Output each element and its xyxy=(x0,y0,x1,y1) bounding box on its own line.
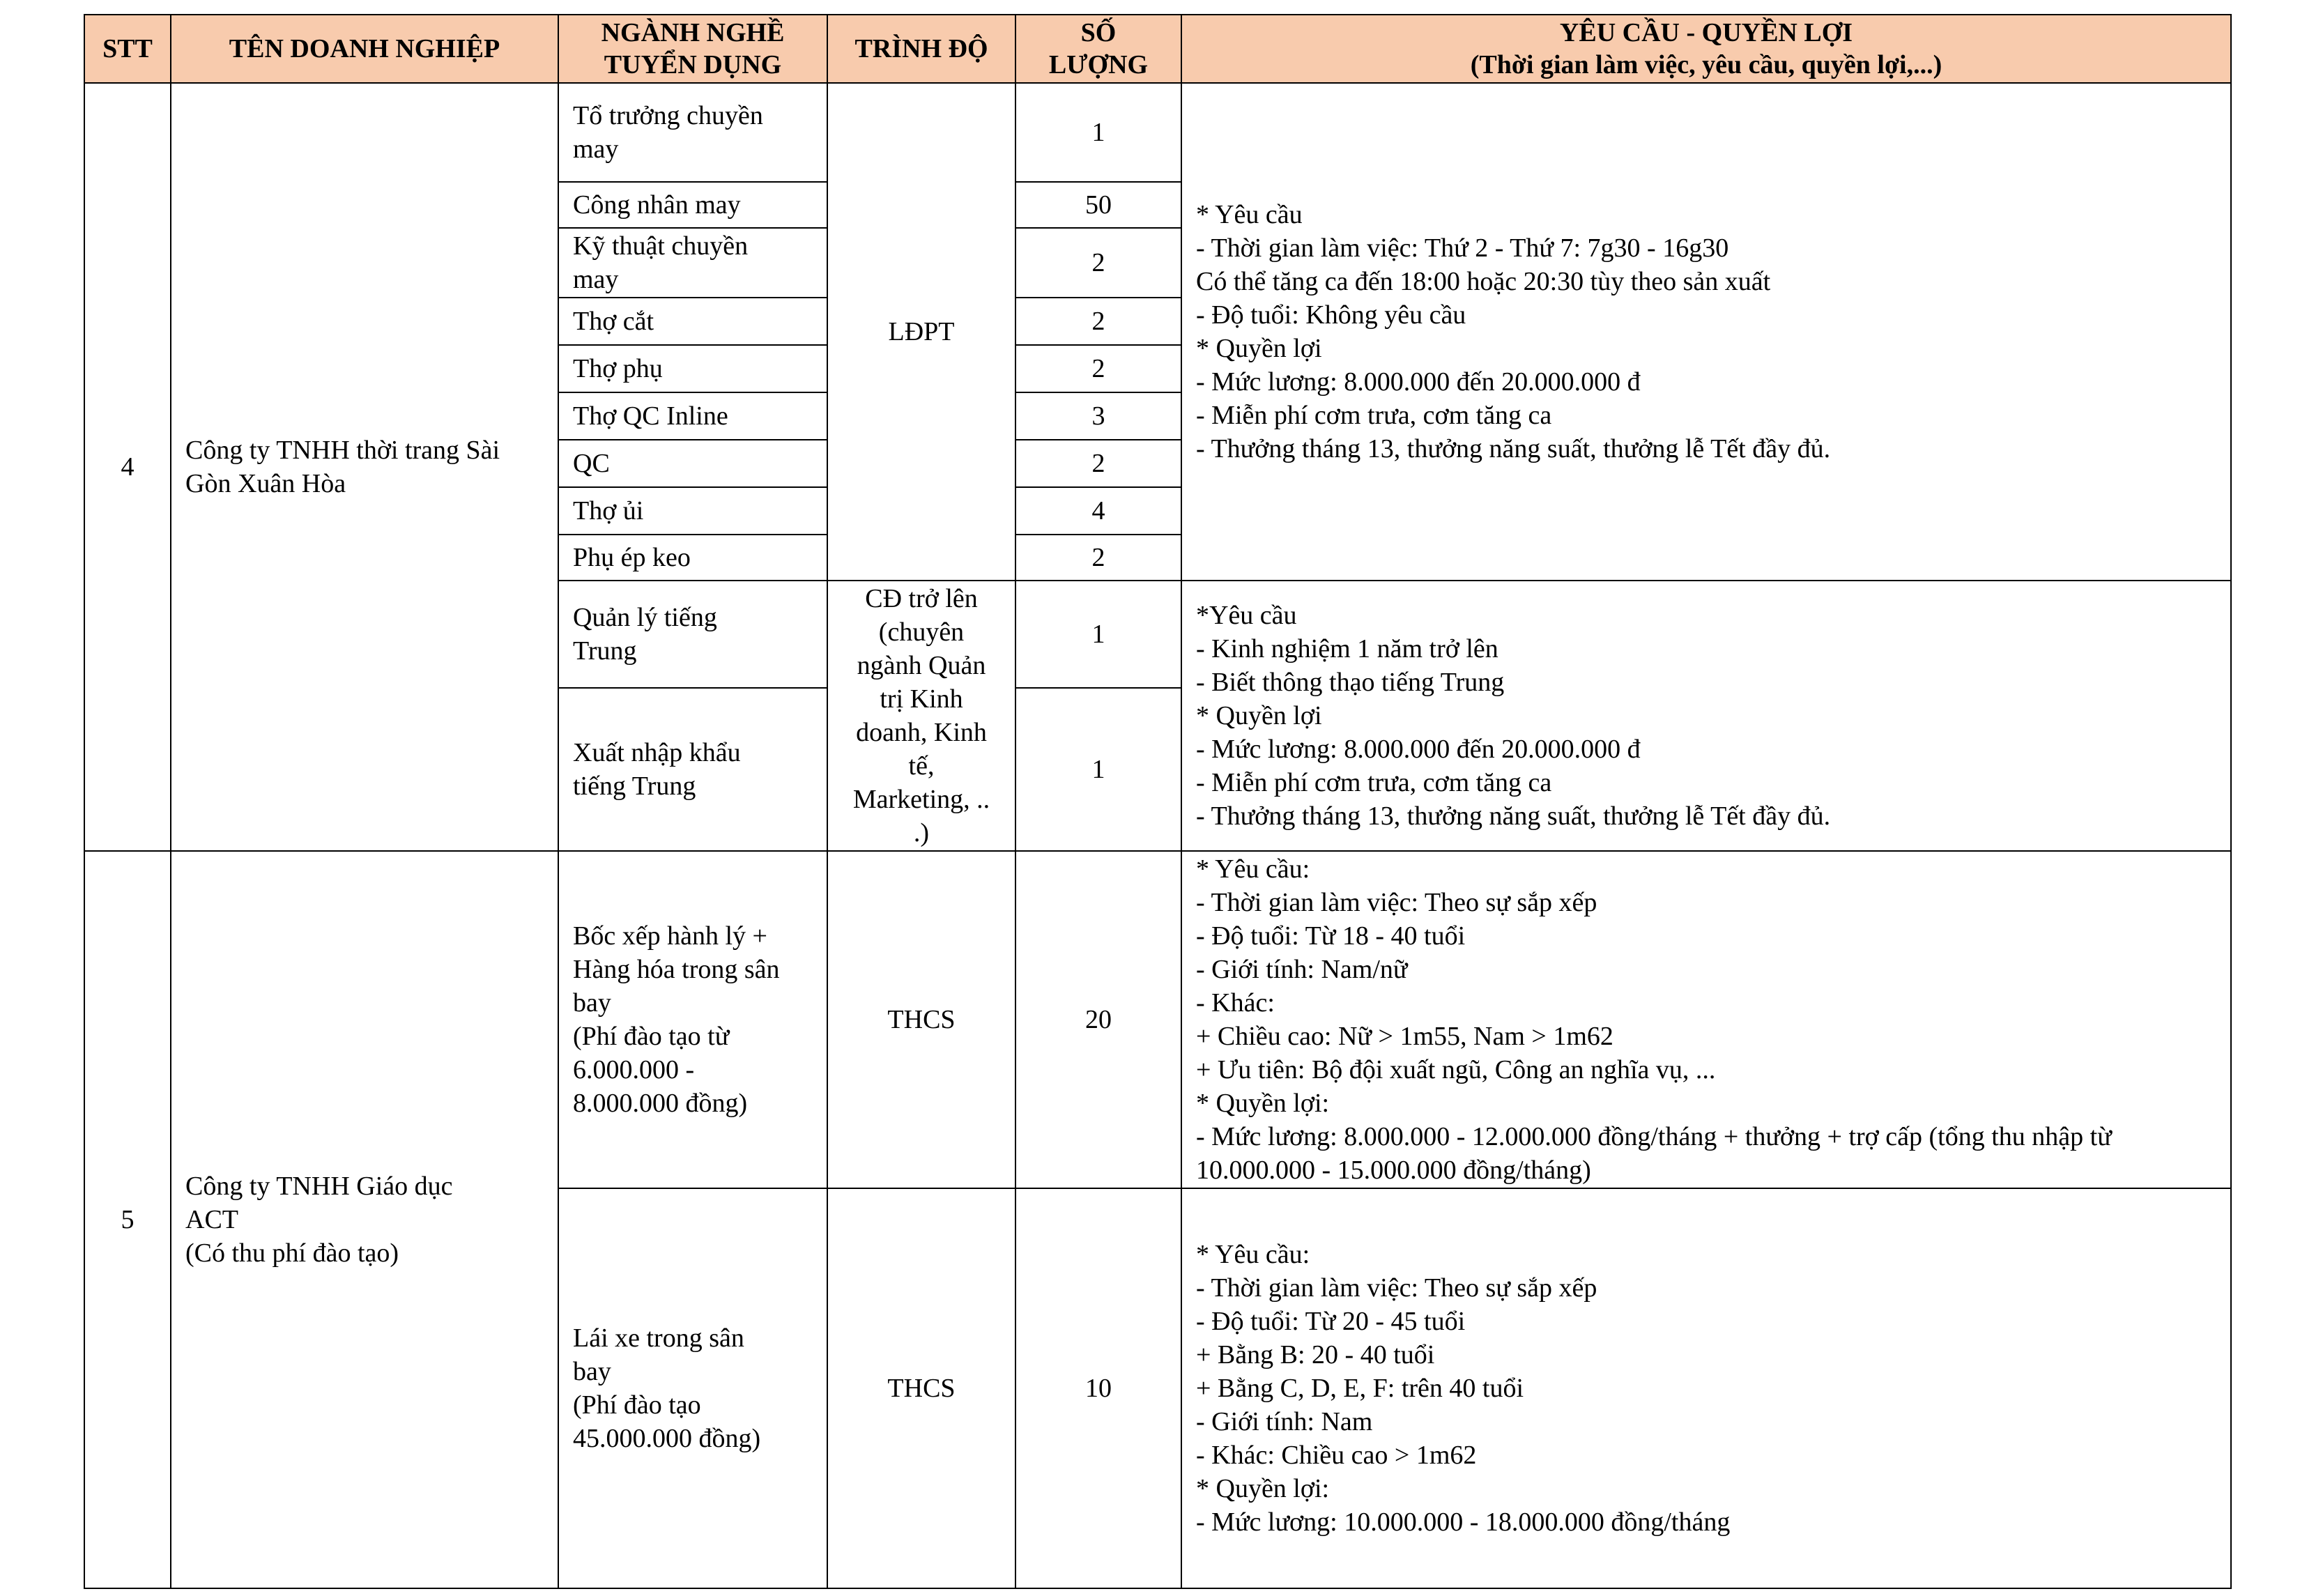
quantity-cell: 50 xyxy=(1015,182,1181,228)
recruitment-table xyxy=(84,14,2232,1589)
header-quantity: SỐ LƯỢNG xyxy=(1015,15,1181,83)
quantity-cell: 2 xyxy=(1015,345,1181,392)
quantity-cell: 1 xyxy=(1015,581,1181,688)
job-title: Kỹ thuật chuyền may xyxy=(558,228,827,298)
quantity-cell: 2 xyxy=(1015,228,1181,298)
requirements-cell: * Yêu cầu: - Thời gian làm việc: Theo sự sắp xếp - Độ tuổi: Từ 18 - 40 tuổi - Giới tính: Nam/nữ - Khác: + Chiều cao: Nữ > 1m55, Nam > 1m62 + Ưu tiên: Bộ đội xuất ngũ, Công an nghĩa vụ, ... * Quyền lợi: - Mức lương: 8.000.000 - 12.000.000 đồng/tháng + thưởng + trợ cấp (tổng thu nhập từ 10.000.000 - 15.000.000 đồng/tháng) xyxy=(1181,851,2231,1188)
company-name: Công ty TNHH Giáo dục ACT (Có thu phí đào tạo) xyxy=(171,851,558,1588)
header-company: TÊN DOANH NGHIỆP xyxy=(171,15,558,83)
quantity-cell: 4 xyxy=(1015,487,1181,535)
stt-cell: 5 xyxy=(84,851,171,1588)
quantity-cell: 3 xyxy=(1015,392,1181,440)
quantity-cell: 2 xyxy=(1015,298,1181,345)
job-title: Bốc xếp hành lý + Hàng hóa trong sân bay (Phí đào tạo từ 6.000.000 - 8.000.000 đồng) xyxy=(558,851,827,1188)
header-level: TRÌNH ĐỘ xyxy=(827,15,1015,83)
requirements-cell: *Yêu cầu - Kinh nghiệm 1 năm trở lên - Biết thông thạo tiếng Trung * Quyền lợi - Mức lương: 8.000.000 đến 20.000.000 đ - Miễn phí cơm trưa, cơm tăng ca - Thưởng tháng 13, thưởng năng suất, thưởng lễ Tết đầy đủ. xyxy=(1181,581,2231,851)
job-title: Thợ QC Inline xyxy=(558,392,827,440)
job-title: Công nhân may xyxy=(558,182,827,228)
header-stt: STT xyxy=(84,15,171,83)
job-title: Phụ ép keo xyxy=(558,535,827,581)
quantity-cell: 10 xyxy=(1015,1188,1181,1588)
job-title: QC xyxy=(558,440,827,487)
header-row xyxy=(84,15,2231,83)
quantity-cell: 1 xyxy=(1015,688,1181,851)
job-title: Thợ cắt xyxy=(558,298,827,345)
job-title: Thợ phụ xyxy=(558,345,827,392)
table-row xyxy=(84,851,2231,1188)
stt-cell: 4 xyxy=(84,83,171,851)
requirements-cell: * Yêu cầu - Thời gian làm việc: Thứ 2 - Thứ 7: 7g30 - 16g30 Có thể tăng ca đến 18:00 hoặc 20:30 tùy theo sản xuất - Độ tuổi: Không yêu cầu * Quyền lợi - Mức lương: 8.000.000 đến 20.000.000 đ - Miễn phí cơm trưa, cơm tăng ca - Thưởng tháng 13, thưởng năng suất, thưởng lễ Tết đầy đủ. xyxy=(1181,83,2231,581)
company-name: Công ty TNHH thời trang Sài Gòn Xuân Hòa xyxy=(171,83,558,851)
level-cell: THCS xyxy=(827,1188,1015,1588)
quantity-cell: 1 xyxy=(1015,83,1181,182)
job-title: Quản lý tiếng Trung xyxy=(558,581,827,688)
job-title: Xuất nhập khẩu tiếng Trung xyxy=(558,688,827,851)
level-cell: CĐ trở lên (chuyên ngành Quản trị Kinh doanh, Kinh tế, Marketing, .. .) xyxy=(827,581,1015,851)
level-cell: THCS xyxy=(827,851,1015,1188)
requirements-cell: * Yêu cầu: - Thời gian làm việc: Theo sự sắp xếp - Độ tuổi: Từ 20 - 45 tuổi + Bằng B: 20 - 40 tuổi + Bằng C, D, E, F: trên 40 tuổi - Giới tính: Nam - Khác: Chiều cao > 1m62 * Quyền lợi: - Mức lương: 10.000.000 - 18.000.000 đồng/tháng xyxy=(1181,1188,2231,1588)
quantity-cell: 2 xyxy=(1015,440,1181,487)
job-title: Tổ trưởng chuyền may xyxy=(558,83,827,182)
header-occupation: NGÀNH NGHỀ TUYỂN DỤNG xyxy=(558,15,827,83)
job-title: Lái xe trong sân bay (Phí đào tạo 45.000.000 đồng) xyxy=(558,1188,827,1588)
header-requirements: YÊU CẦU - QUYỀN LỢI (Thời gian làm việc, yêu cầu, quyền lợi,...) xyxy=(1181,15,2231,83)
level-cell: LĐPT xyxy=(827,83,1015,581)
table-row xyxy=(84,83,2231,182)
quantity-cell: 20 xyxy=(1015,851,1181,1188)
job-title: Thợ ủi xyxy=(558,487,827,535)
quantity-cell: 2 xyxy=(1015,535,1181,581)
